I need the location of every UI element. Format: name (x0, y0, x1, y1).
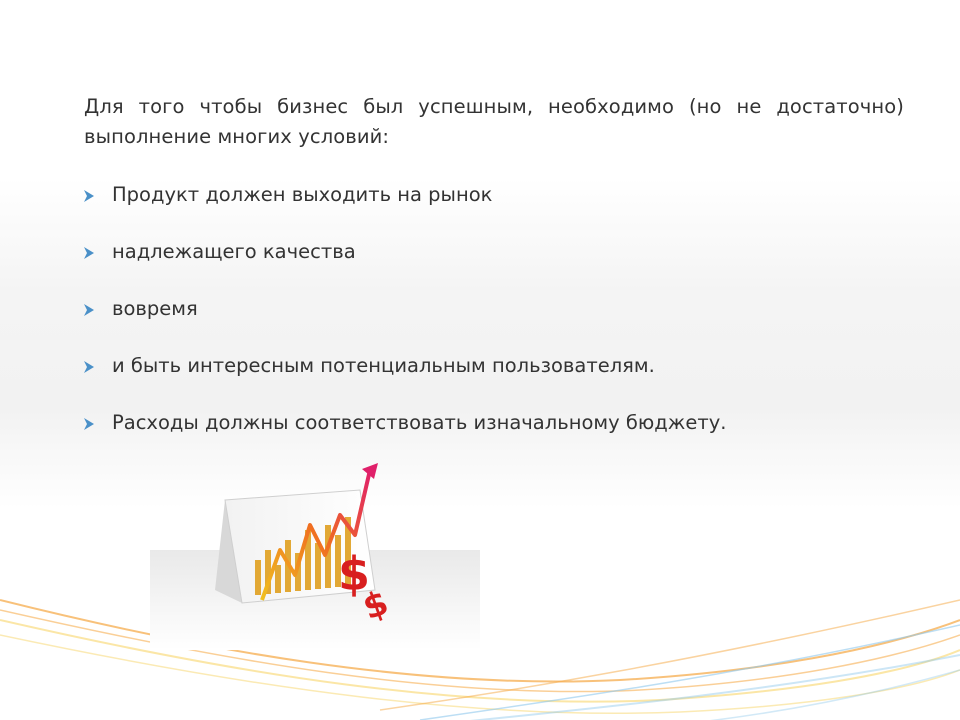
intro-line-1: Для того чтобы бизнес был успешным, необходимо (но не достаточно) (84, 95, 904, 118)
list-item-text: Расходы должны соответствовать изначальному бюджету. (112, 411, 727, 434)
dollar-icon: $ (338, 547, 371, 601)
intro-paragraph (84, 92, 904, 152)
chevron-right-icon (82, 246, 96, 260)
chevron-right-icon (82, 189, 96, 203)
list-item-text: вовремя (112, 297, 198, 320)
list-item (82, 294, 902, 351)
list-item-text: надлежащего качества (112, 240, 356, 263)
growth-chart-dollar-illustration (150, 455, 480, 655)
list-item-text: Продукт должен выходить на рынок (112, 183, 493, 206)
list-item (82, 180, 902, 237)
dollar-icon: $ (357, 582, 394, 629)
decorative-waves (0, 540, 960, 720)
chevron-right-icon (82, 360, 96, 374)
bullet-list (82, 180, 902, 465)
chevron-right-icon (82, 417, 96, 431)
intro-line-2: выполнение многих условий: (84, 125, 390, 148)
list-item-text: и быть интересным потенциальным пользователям. (112, 354, 655, 377)
list-item (82, 237, 902, 294)
chevron-right-icon (82, 303, 96, 317)
list-item (82, 351, 902, 408)
